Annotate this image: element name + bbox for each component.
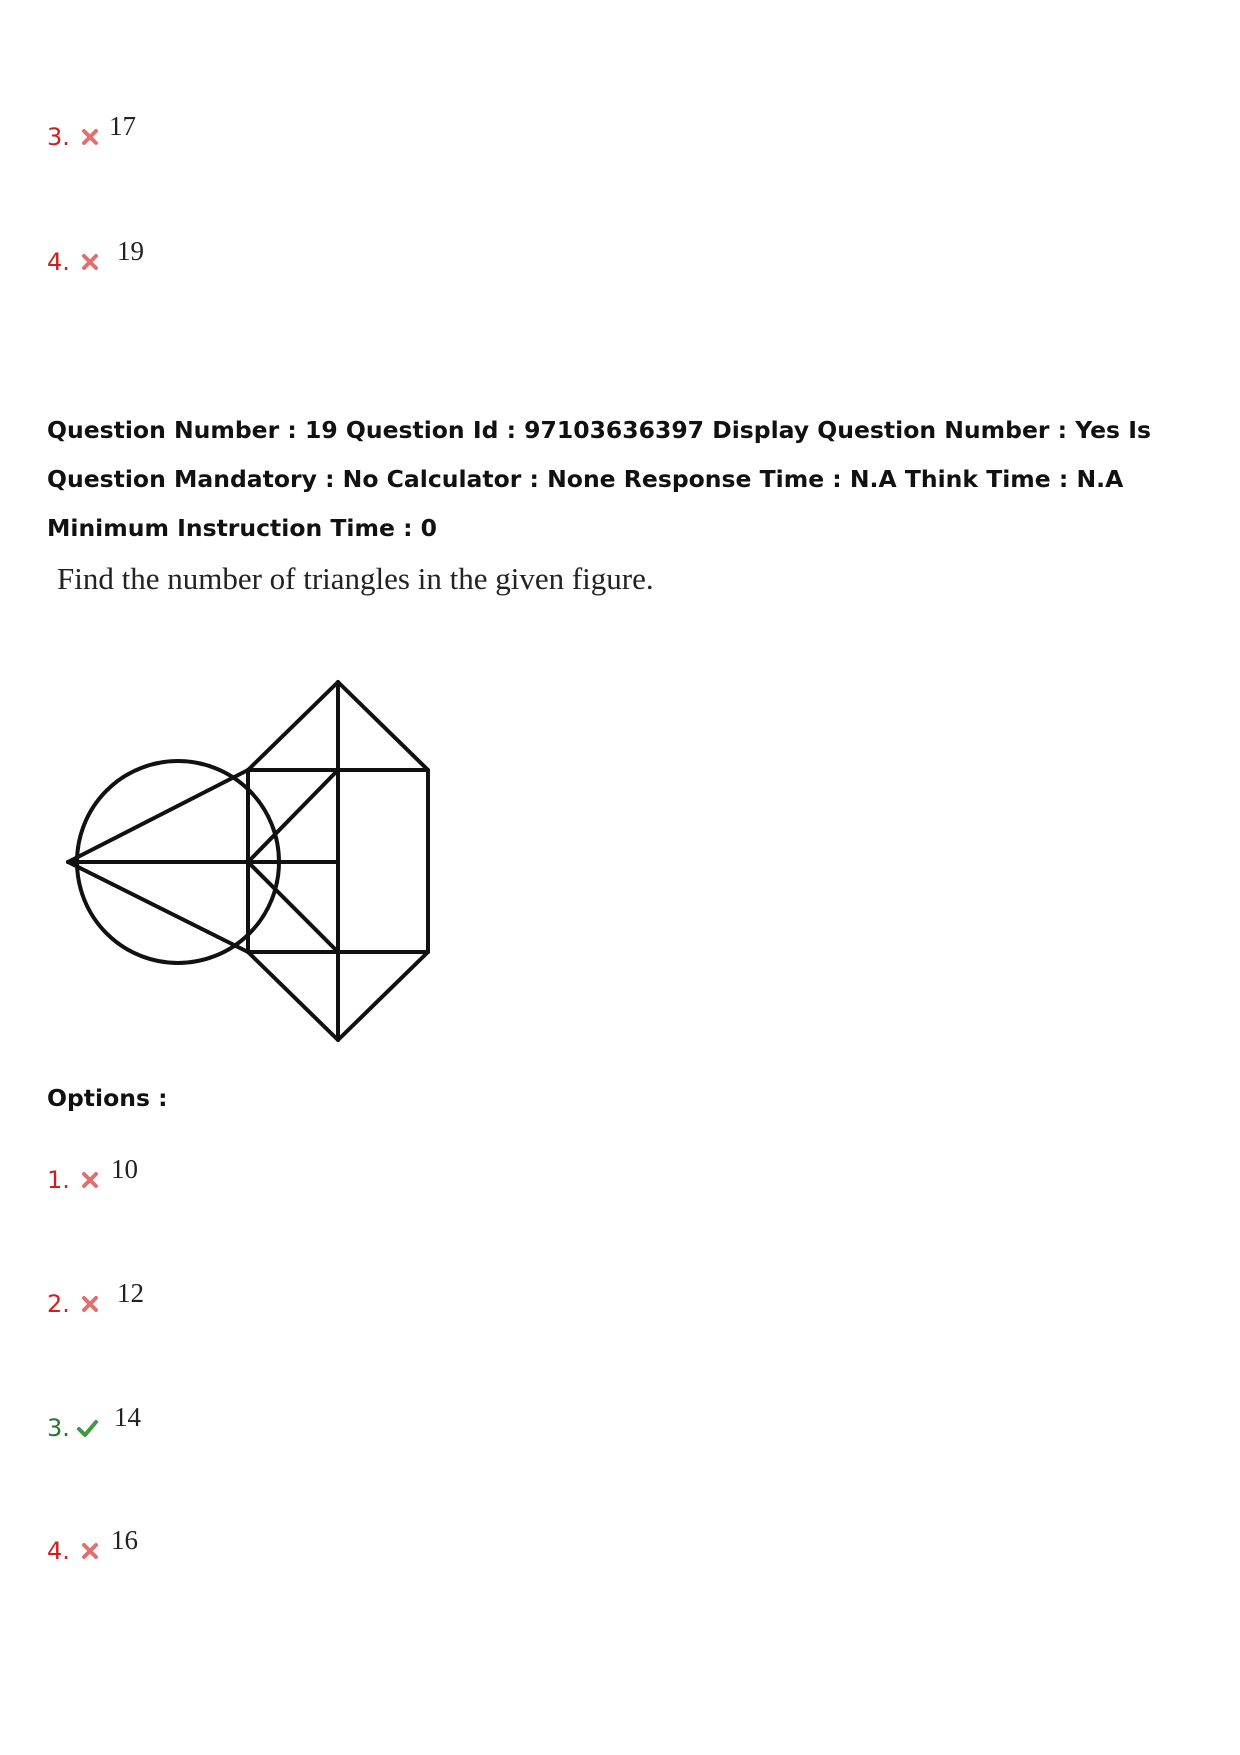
cross-icon <box>80 252 100 272</box>
option-number: 2. <box>47 1290 70 1318</box>
option-number: 4. <box>47 1537 70 1565</box>
cross-icon <box>80 127 100 147</box>
option-number: 1. <box>47 1166 70 1194</box>
option-number: 3. <box>47 123 70 151</box>
triangle-figure <box>55 672 455 1062</box>
option-number: 4. <box>47 248 70 276</box>
question-text: Find the number of triangles in the given figure. <box>57 561 654 596</box>
option-value: 10 <box>111 1154 138 1184</box>
question-header: Question Number : 19 Question Id : 97103636397 Display Question Number : Yes Is Question Mandatory : No Calculator : None Response Time : N.A Think Time : N.A Minimum Instruction Time : 0 <box>47 416 1151 542</box>
option-value: 16 <box>111 1525 138 1555</box>
cross-icon <box>80 1541 100 1561</box>
option-value: 19 <box>117 236 144 266</box>
cross-icon <box>80 1170 100 1190</box>
option-value: 17 <box>109 111 136 141</box>
option-value: 12 <box>117 1278 144 1308</box>
check-icon <box>75 1418 99 1438</box>
options-label: Options : <box>47 1084 168 1112</box>
option-number: 3. <box>47 1414 70 1442</box>
cross-icon <box>80 1294 100 1314</box>
option-value: 14 <box>114 1402 141 1432</box>
